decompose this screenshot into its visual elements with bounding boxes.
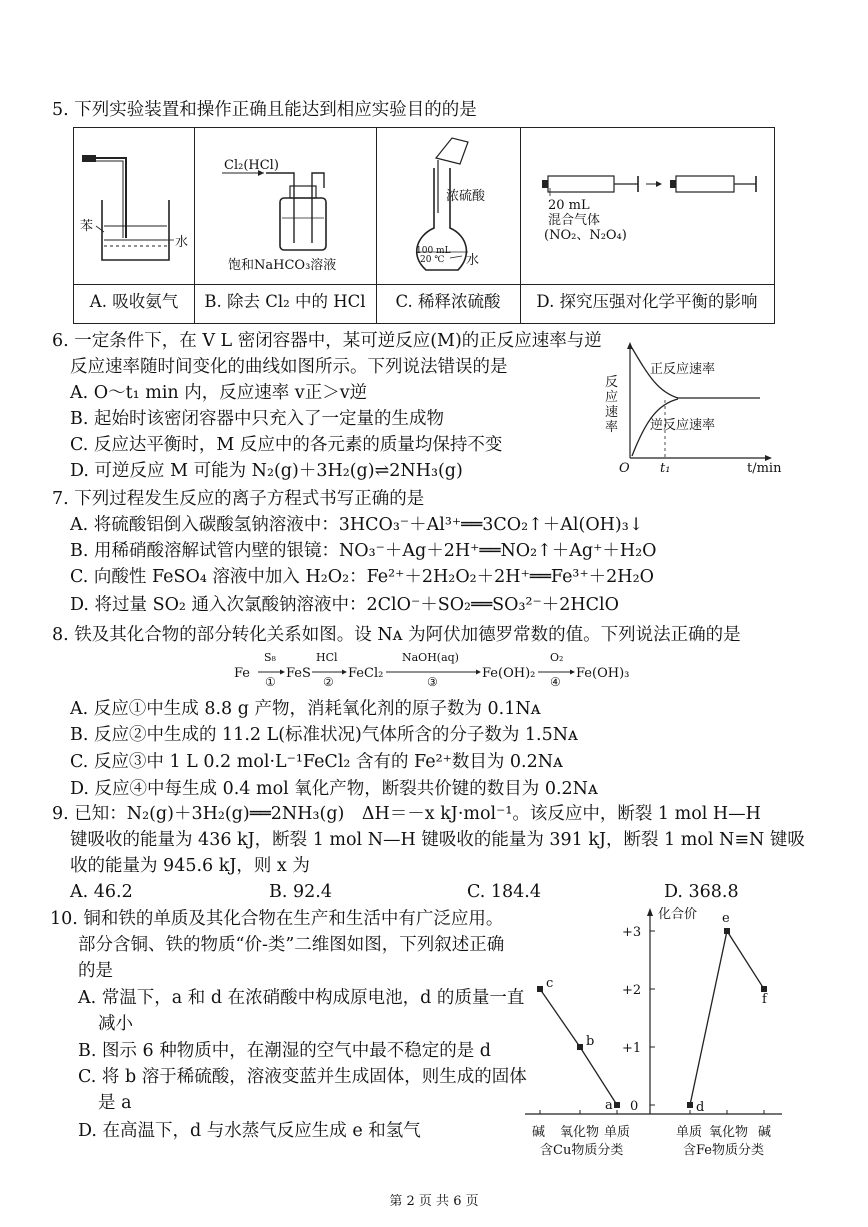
q10-option-b: B. 图示 6 种物质中，在潮湿的空气中最不稳定的是 d bbox=[78, 1041, 492, 1061]
fe-cat-base: 碱 bbox=[758, 1125, 772, 1140]
nahco3-label: 饱和NaHCO₃溶液 bbox=[228, 258, 337, 273]
q10-line3: 的是 bbox=[78, 961, 113, 981]
flask-volume-label: 100 mL bbox=[416, 246, 451, 256]
fe-group-title: 含Fe物质分类 bbox=[683, 1143, 765, 1158]
cu-cat-base: 碱 bbox=[532, 1125, 546, 1140]
syringe-volume-label: 20 mL bbox=[548, 198, 590, 213]
q10-option-d: D. 在高温下，d 与水蒸气反应生成 e 和氢气 bbox=[78, 1121, 421, 1141]
q10-line2: 部分含铜、铁的物质“价-类”二维图如图，下列叙述正确 bbox=[78, 935, 505, 955]
reaction-1-mark: ① bbox=[265, 675, 276, 689]
series-line-fe bbox=[690, 931, 764, 1105]
point-label-e: e bbox=[722, 911, 730, 926]
benzene-label: 苯 bbox=[80, 219, 94, 234]
q8-stem: 8. 铁及其化合物的部分转化关系如图。设 Nᴀ 为阿伏加德罗常数的值。下列说法正确的是 bbox=[52, 625, 741, 645]
y-axis-title: 化合价 bbox=[658, 907, 698, 922]
y-tick-3: +3 bbox=[622, 925, 642, 940]
q8-option-b: B. 反应②中生成的 11.2 L(标准状况)气体所含的分子数为 1.5Nᴀ bbox=[70, 725, 578, 745]
valence-class-chart bbox=[520, 900, 790, 1165]
fe-cat-oxide: 氧化物 bbox=[709, 1125, 749, 1140]
point-b bbox=[577, 1044, 583, 1050]
point-label-c: c bbox=[546, 976, 554, 991]
q7-stem: 7. 下列过程发生反应的离子方程式书写正确的是 bbox=[52, 489, 425, 509]
q10-option-a-cont: 减小 bbox=[98, 1014, 133, 1034]
cu-cat-element: 单质 bbox=[604, 1125, 631, 1140]
species-feoh3: Fe(OH)₃ bbox=[576, 666, 630, 681]
fe-cat-element: 单质 bbox=[676, 1125, 703, 1140]
y-tick-2: +2 bbox=[622, 983, 642, 998]
point-label-f: f bbox=[762, 992, 767, 1007]
q7-option-c: C. 向酸性 FeSO₄ 溶液中加入 H₂O₂：Fe²⁺＋2H₂O₂＋2H⁺══Fe³⁺＋2H₂O bbox=[70, 567, 654, 587]
reaction-2-mark: ② bbox=[323, 675, 334, 689]
option-b-caption: B. 除去 Cl₂ 中的 HCl bbox=[204, 292, 366, 311]
point-e bbox=[724, 928, 730, 934]
page-footer: 第 2 页 共 6 页 bbox=[389, 1194, 479, 1209]
q8-option-a: A. 反应①中生成 8.8 g 产物，消耗氧化剂的原子数为 0.1Nᴀ bbox=[70, 699, 541, 719]
q9-option-c: C. 184.4 bbox=[467, 882, 541, 902]
point-label-b: b bbox=[586, 1034, 595, 1049]
q8-option-d: D. 反应④中每生成 0.4 mol 氧化产物，断裂共价键的数目为 0.2Nᴀ bbox=[70, 779, 598, 799]
reagent-s8: S₈ bbox=[264, 651, 276, 664]
q5-apparatus-table bbox=[73, 127, 775, 324]
q9-line1: 9. 已知：N₂(g)＋3H₂(g)══2NH₃(g) ΔH＝－x kJ·mol⁻¹。该反应中，断裂 1 mol H—H bbox=[52, 804, 761, 824]
q10-line1: 10. 铜和铁的单质及其化合物在生产和生活中有广泛应用。 bbox=[50, 909, 504, 929]
point-a bbox=[614, 1102, 620, 1108]
q6-option-a: A. O～t₁ min 内，反应速率 v正＞v逆 bbox=[70, 383, 368, 403]
option-a-caption: A. 吸收氨气 bbox=[89, 292, 179, 311]
q6-option-d: D. 可逆反应 M 可能为 N₂(g)＋3H₂(g)⇌2NH₃(g) bbox=[70, 461, 463, 481]
point-c bbox=[537, 986, 543, 992]
species-fes: FeS bbox=[286, 666, 311, 681]
q6-option-c: C. 反应达平衡时，M 反应中的各元素的质量均保持不变 bbox=[70, 435, 503, 455]
q6-option-b: B. 起始时该密闭容器中只充入了一定量的生成物 bbox=[70, 409, 444, 429]
q9-option-a: A. 46.2 bbox=[70, 882, 133, 902]
q7-option-a: A. 将硫酸铝倒入碳酸氢钠溶液中：3HCO₃⁻＋Al³⁺══3CO₂↑＋Al(OH)₃↓ bbox=[70, 515, 644, 535]
reverse-rate-label: 逆反应速率 bbox=[650, 418, 716, 433]
gas-inlet-label: Cl₂(HCl) bbox=[224, 158, 279, 173]
flask-temp-label: 20 ℃ bbox=[420, 255, 445, 265]
y-tick-0: 0 bbox=[630, 1099, 639, 1114]
graph-x-label: t/min bbox=[747, 461, 782, 476]
species-fe: Fe bbox=[234, 666, 251, 681]
q9-option-b: B. 92.4 bbox=[269, 882, 332, 902]
forward-rate-label: 正反应速率 bbox=[650, 362, 716, 377]
q10-option-c: C. 将 b 溶于稀硫酸，溶液变蓝并生成固体，则生成的固体 bbox=[78, 1067, 527, 1087]
fe-conversion-chain bbox=[234, 652, 674, 692]
q9-line3: 收的能量为 945.6 kJ，则 x 为 bbox=[70, 856, 310, 876]
cu-cat-oxide: 氧化物 bbox=[560, 1125, 600, 1140]
reagent-naoh: NaOH(aq) bbox=[402, 651, 459, 664]
mixed-gas-label: 混合气体 bbox=[548, 213, 601, 228]
point-d bbox=[687, 1102, 693, 1108]
graph-y-label: 反应速率 bbox=[605, 375, 619, 435]
species-fecl2: FeCl₂ bbox=[348, 666, 384, 681]
water-label-c: 水 bbox=[466, 253, 480, 268]
ammonia-absorption-apparatus bbox=[74, 128, 194, 284]
q9-line2: 键吸收的能量为 436 kJ，断裂 1 mol N—H 键吸收的能量为 391 kJ，断裂 1 mol N≡N 键吸 bbox=[70, 830, 805, 850]
q10-option-a: A. 常温下，a 和 d 在浓硝酸中构成原电池，d 的质量一直 bbox=[78, 988, 525, 1008]
t1-label: t₁ bbox=[660, 461, 671, 476]
gas-composition-label: (NO₂、N₂O₄) bbox=[544, 228, 627, 243]
option-d-caption: D. 探究压强对化学平衡的影响 bbox=[536, 292, 758, 311]
option-c-caption: C. 稀释浓硫酸 bbox=[395, 292, 501, 311]
q5-stem: 5. 下列实验装置和操作正确且能达到相应实验目的的是 bbox=[52, 100, 477, 120]
reagent-hcl: HCl bbox=[316, 651, 338, 664]
species-feoh2: Fe(OH)₂ bbox=[482, 666, 536, 681]
q7-option-d: D. 将过量 SO₂ 通入次氯酸钠溶液中：2ClO⁻＋SO₂══SO₃²⁻＋2HClO bbox=[70, 595, 619, 615]
y-tick-1: +1 bbox=[622, 1041, 642, 1056]
q6-line2: 反应速率随时间变化的曲线如图所示。下列说法错误的是 bbox=[70, 357, 508, 377]
reaction-4-mark: ④ bbox=[550, 675, 561, 689]
conc-acid-label: 浓硫酸 bbox=[446, 189, 486, 204]
q7-option-b: B. 用稀硝酸溶解试管内壁的银镜：NO₃⁻＋Ag＋2H⁺══NO₂↑＋Ag⁺＋H₂O bbox=[70, 541, 657, 561]
q6-line1: 6. 一定条件下，在 V L 密闭容器中，某可逆反应(M)的正反应速率与逆 bbox=[52, 331, 602, 351]
reaction-3-mark: ③ bbox=[427, 675, 438, 689]
point-label-a: a bbox=[605, 1098, 613, 1113]
q10-option-c-cont: 是 a bbox=[98, 1093, 132, 1113]
y-axis-arrow bbox=[647, 908, 653, 916]
reagent-o2: O₂ bbox=[550, 651, 564, 664]
graph-origin-label: O bbox=[619, 461, 630, 476]
water-label: 水 bbox=[175, 235, 189, 250]
cu-group-title: 含Cu物质分类 bbox=[540, 1143, 624, 1158]
q8-option-c: C. 反应③中 1 L 0.2 mol·L⁻¹FeCl₂ 含有的 Fe²⁺数目为 0.2Nᴀ bbox=[70, 752, 563, 772]
point-label-d: d bbox=[696, 1100, 705, 1115]
q9-option-d: D. 368.8 bbox=[664, 882, 739, 902]
